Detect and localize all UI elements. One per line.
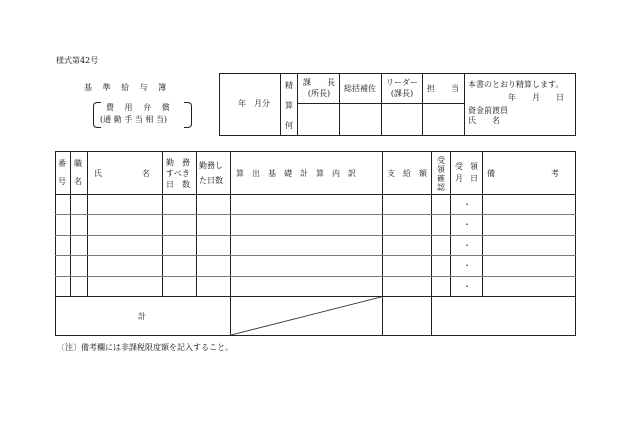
col-receipt-confirm: 受領確認 [437, 156, 445, 192]
approval-kacho: 課 長 [303, 78, 335, 87]
col-remarks: 備 考 [487, 169, 559, 178]
officer-name-label: 氏 名 [468, 116, 500, 125]
approval-kacho-sub: (所長) [307, 89, 331, 98]
row-3-date-dot: ・ [463, 241, 471, 250]
ledger-sub2: (通 勤 手 当 相 当) [100, 115, 167, 124]
col-days-due-3: 日 数 [166, 180, 190, 189]
date-line: 年 月 日 [508, 93, 564, 102]
approval-leader: リーダー [386, 78, 418, 87]
col-no-bottom: 号 [58, 177, 66, 186]
funds-officer-label: 資金前渡員 [468, 106, 508, 115]
col-days-due-2: すべき [166, 169, 190, 178]
col-receipt-date-1: 受 [455, 162, 463, 171]
form-number: 様式第42号 [56, 56, 99, 65]
total-label: 計 [138, 312, 146, 321]
statement-text: 本書のとおり精算します。 [468, 80, 564, 89]
footnote: 〔注〕備考欄には非課税限度額を記入すること。 [57, 343, 233, 352]
settle-label: 精算何 [285, 81, 293, 130]
col-job-top: 職 [74, 159, 82, 168]
approval-tanto: 担 当 [427, 84, 459, 93]
col-days-worked-2: た日数 [199, 176, 223, 185]
approval-sokatsu: 総括補佐 [344, 84, 376, 93]
ledger-title: 基 準 給 与 簿 [84, 83, 171, 92]
col-amount: 支 給 額 [387, 169, 427, 178]
col-receipt-date-3: 月 [455, 174, 463, 183]
col-receipt-date-2: 領 [470, 162, 478, 171]
total-calc-diagonal [230, 296, 382, 336]
right-bracket [184, 102, 192, 128]
col-no-top: 番 [58, 159, 66, 168]
row-4-date-dot: ・ [463, 261, 471, 270]
row-1-date-dot: ・ [463, 200, 471, 209]
col-days-due-1: 勤 務 [166, 158, 190, 167]
row-5-date-dot: ・ [463, 282, 471, 291]
col-name: 氏 名 [94, 169, 150, 178]
period-label: 年 月分 [238, 99, 270, 108]
col-receipt-date-4: 日 [470, 174, 478, 183]
col-job-bottom: 名 [74, 177, 82, 186]
col-calc: 算 出 基 礎 計 算 内 訳 [236, 169, 356, 178]
ledger-sub1: 費 用 弁 償 [106, 103, 174, 112]
col-days-worked-1: 勤務し [199, 161, 223, 170]
approval-leader-sub: (課長) [390, 89, 414, 98]
row-2-date-dot: ・ [463, 220, 471, 229]
